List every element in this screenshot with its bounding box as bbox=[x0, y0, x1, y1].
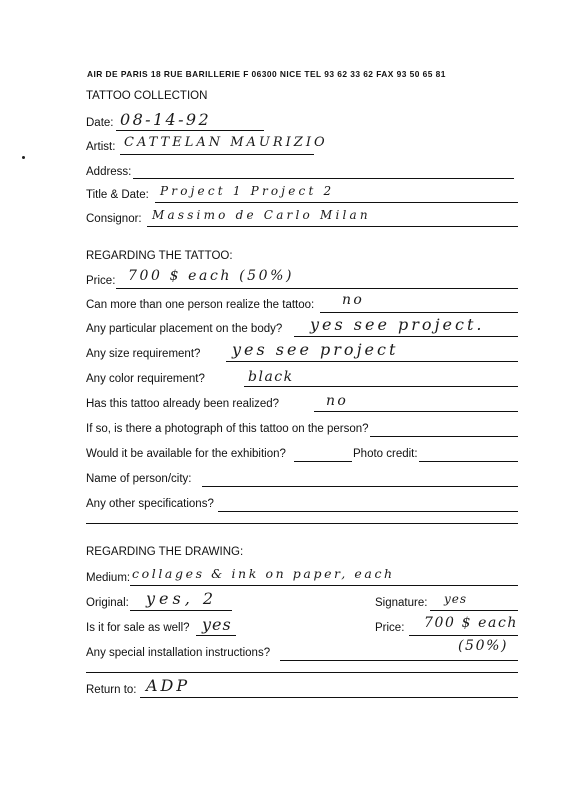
realized-label: Has this tattoo already been realized? bbox=[86, 398, 280, 410]
margin-mark bbox=[22, 156, 25, 159]
letterhead: AIR DE PARIS 18 RUE BARILLERIE F 06300 NICE TEL 93 62 33 62 FAX 93 50 65 81 bbox=[87, 69, 446, 79]
signature-label: Signature: bbox=[375, 597, 428, 609]
photograph-line bbox=[370, 436, 518, 437]
size-line bbox=[226, 361, 518, 362]
tattoo-price-value: 700 $ each (50%) bbox=[128, 268, 295, 284]
signature-value: yes bbox=[444, 592, 468, 606]
tattoo-price-line bbox=[116, 288, 518, 289]
exhibition-line bbox=[294, 461, 352, 462]
consignor-line bbox=[147, 226, 518, 227]
person-city-line bbox=[202, 486, 518, 487]
artist-value: CATTELAN MAURIZIO bbox=[124, 135, 328, 150]
more-than-one-label: Can more than one person realize the tattoo: bbox=[86, 299, 315, 311]
realized-line bbox=[314, 411, 518, 412]
return-to-line bbox=[140, 697, 518, 698]
date-value: 08-14-92 bbox=[120, 110, 212, 129]
person-city-label: Name of person/city: bbox=[86, 473, 192, 485]
tattoo-price-label: Price: bbox=[86, 275, 116, 287]
address-label: Address: bbox=[86, 166, 132, 178]
medium-label: Medium: bbox=[86, 572, 131, 584]
placement-line bbox=[294, 336, 518, 337]
medium-line bbox=[130, 585, 518, 586]
tattoo-heading: REGARDING THE TATTOO: bbox=[86, 250, 233, 262]
color-label: Any color requirement? bbox=[86, 373, 205, 385]
color-line bbox=[244, 386, 518, 387]
installation-line-2 bbox=[86, 672, 518, 673]
consignor-value: Massimo de Carlo Milan bbox=[152, 208, 371, 222]
original-value: yes, 2 bbox=[146, 589, 218, 608]
size-label: Any size requirement? bbox=[86, 348, 201, 360]
placement-label: Any particular placement on the body? bbox=[86, 323, 283, 335]
original-label: Original: bbox=[86, 597, 129, 609]
return-to-label: Return to: bbox=[86, 684, 137, 696]
consignor-label: Consignor: bbox=[86, 213, 142, 225]
artist-label: Artist: bbox=[86, 141, 116, 153]
drawing-heading: REGARDING THE DRAWING: bbox=[86, 546, 244, 558]
date-label: Date: bbox=[86, 117, 114, 129]
title-date-value: Project 1 Project 2 bbox=[160, 184, 335, 198]
size-value: yes see project bbox=[232, 340, 399, 359]
drawing-price-label: Price: bbox=[375, 622, 405, 634]
photo-credit-line bbox=[419, 461, 518, 462]
return-to-value: ADP bbox=[146, 676, 191, 695]
photo-credit-label: Photo credit: bbox=[353, 448, 418, 460]
other-specs-label: Any other specifications? bbox=[86, 498, 214, 510]
for-sale-label: Is it for sale as well? bbox=[86, 622, 190, 634]
date-line bbox=[116, 130, 264, 131]
realized-value: no bbox=[326, 393, 349, 409]
for-sale-value: yes bbox=[202, 615, 232, 634]
installation-line bbox=[280, 660, 518, 661]
more-than-one-line bbox=[320, 312, 518, 313]
for-sale-line bbox=[196, 635, 236, 636]
placement-value: yes see project. bbox=[310, 315, 485, 334]
more-than-one-value: no bbox=[342, 292, 365, 308]
medium-value: collages & ink on paper, each bbox=[132, 566, 395, 581]
color-value: black bbox=[248, 369, 294, 385]
drawing-price-value: 700 $ each bbox=[424, 615, 519, 631]
photograph-label: If so, is there a photograph of this tattoo on the person? bbox=[86, 423, 369, 435]
title-date-label: Title & Date: bbox=[86, 189, 149, 201]
other-specs-line bbox=[218, 511, 518, 512]
installation-label: Any special installation instructions? bbox=[86, 647, 271, 659]
drawing-price-value-2: (50%) bbox=[458, 638, 509, 654]
form-title: TATTOO COLLECTION bbox=[86, 90, 208, 102]
address-line bbox=[133, 178, 514, 179]
other-specs-line-2 bbox=[86, 523, 518, 524]
artist-line bbox=[120, 154, 314, 155]
drawing-price-line bbox=[409, 635, 518, 636]
exhibition-label: Would it be available for the exhibition? bbox=[86, 448, 286, 460]
signature-line bbox=[430, 610, 518, 611]
title-date-line bbox=[155, 202, 518, 203]
original-line bbox=[130, 610, 232, 611]
